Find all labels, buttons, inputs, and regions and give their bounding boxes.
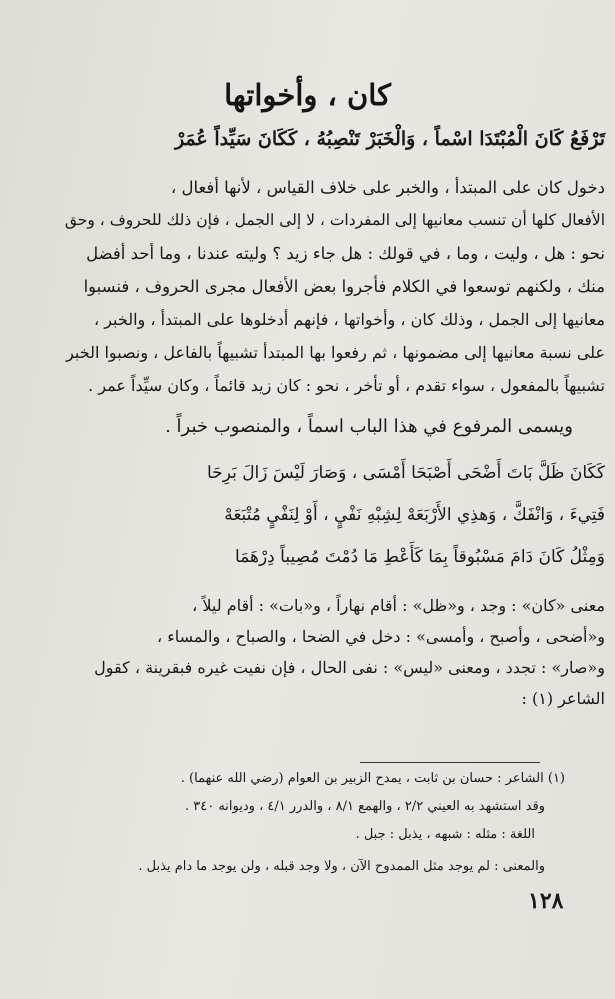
page-number: ١٢٨ [528,888,564,914]
verse-line: كَكَانَ ظَلَّ بَاتَ أَضْحَى أَصْبَحَا أَمْسَى ، وَصَارَ لَيْسَ زَالَ بَرِحَا [207,463,605,483]
text-line: معنى «كان» : وجد ، و«ظل» : أقام نهاراً ، و«بات» : أقام ليلاً ، [192,596,605,615]
intro-verse-line: تَرْفَعُ كَانَ الْمُبْتَدَا اسْماً ، وَالْخَبَرْ تَنْصِبُهُ ، كَكَانَ سَيِّداً عُمَرْ [174,128,605,150]
text-line: معانيها إلى الجمل ، وذلك كان ، وأخواتها ، فإنهم أدخلوها على المبتدأ ، والخبر ، [93,310,605,329]
text-line: منك ، ولكنهم توسعوا في الكلام فأجروا بعض الأفعال مجرى الحروف ، فنسبوا [83,277,605,296]
text-line: الأفعال كلها أن تنسب معانيها إلى المفردات ، لا إلى الجمل ، فإن ذلك للحروف ، وحق [64,211,605,229]
text-line: و«صار» : تجدد ، ومعنى «ليس» : نفى الحال ، فإن نفيت غيره فبقرينة ، كقول [94,658,605,677]
text-line: الشاعر (١) : [521,689,605,708]
text-line: و«أضحى ، وأصبح ، وأمسى» : دخل في الضحا ، والصباح ، والمساء ، [156,627,605,646]
text-line: نحو : هل ، وليت ، وما ، في قولك : هل جاء زيد ؟ وليته عندنا ، وما أحد أفضل [86,244,605,263]
text-line: ويسمى المرفوع في هذا الباب اسماً ، والمنصوب خبراً . [165,416,573,437]
chapter-title: كان ، وأخواتها [224,78,391,112]
text-line: تشبيهاً بالمفعول ، سواء تقدم ، أو تأخر ، نحو : كان زيد قائماً ، وكان سيِّداً عمر . [88,376,605,395]
verse-line: فَتِيءَ ، وَانْفَكَّ ، وَهذِي الأَرْبَعَهْ لِشِبْهِ نَفْيٍ ، أَوْ لِنَفْيٍ مُتْبَعَهْ [224,505,605,525]
footnote-line: وقد استشهد به العيني ٢/٢ ، والهمع ٨/١ ، والدرر ٤/١ ، وديوانه ٣٤٠ . [184,799,545,814]
text-line: على نسبة معانيها إلى مضمونها ، ثم رفعوا بها المبتدأ تشبيهاً بالفاعل ، ونصبوا الخبر [66,343,605,362]
text-line: دخول كان على المبتدأ ، والخبر على خلاف القياس ، لأنها أفعال ، [170,178,605,197]
footnote-line: اللغة : مثله : شبهه ، يذبل : جبل . [355,827,535,842]
verse-line: وَمِثْلُ كَانَ دَامَ مَسْبُوقاً بِمَا كَأَعْطِ مَا دُمْتَ مُصِيباً دِرْهَمَا [234,547,605,567]
footnote-separator [360,762,540,763]
footnote-line: والمعنى : لم يوجد مثل الممدوح الآن ، ولا وجد قبله ، ولن يوجد ما دام يذبل . [138,859,545,874]
footnote-line: (١) الشاعر : حسان بن ثابت ، يمدح الزبير بن العوام (رضي الله عنهما) . [180,771,565,786]
